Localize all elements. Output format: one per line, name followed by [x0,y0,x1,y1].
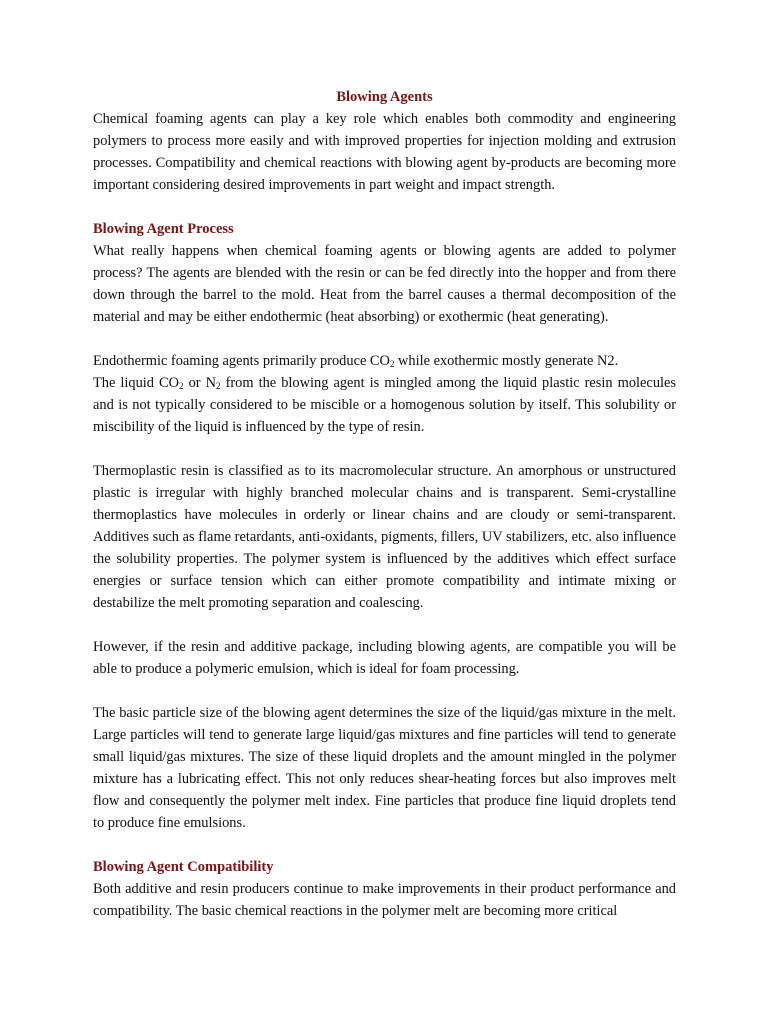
spacer [93,680,676,702]
process-paragraph-2 [93,350,676,438]
document-page [93,86,676,922]
intro-paragraph: Chemical foaming agents can play a key role which enables both commodity and engineering polymers to process more easily and with improved properties for injection molding and extrusion processes. Compatibility and chemical reactions with blowing agent by-products are becoming more important considering desired improvements in part weight and impact strength. [93,111,676,193]
spacer [93,196,676,218]
spacer [93,614,676,636]
section-heading-process: Blowing Agent Process [93,221,234,237]
process-paragraph-4: However, if the resin and additive package, including blowing agents, are compatible you will be able to produce a polymeric emulsion, which is ideal for foam processing. [93,639,676,677]
process-paragraph-5: The basic particle size of the blowing agent determines the size of the liquid/gas mixture in the melt. Large particles will tend to generate large liquid/gas mixtures and fine particles will tend to generate small liquid/gas mixtures. The size of these liquid droplets and the amount mingled in the polymer mixture has a lubricating effect. This not only reduces shear-heating forces but also improves melt flow and consequently the polymer melt index. Fine particles that produce fine liquid droplets tend to produce fine emulsions. [93,705,676,831]
document-title: Blowing Agents [336,89,433,105]
spacer [93,438,676,460]
compatibility-paragraph-1: Both additive and resin producers continue to make improvements in their product performance and compatibility. The basic chemical reactions in the polymer melt are becoming more critical [93,881,676,919]
process-paragraph-1: What really happens when chemical foaming agents or blowing agents are added to polymer process? The agents are blended with the resin or can be fed directly into the hopper and from there down through the barrel to the mold. Heat from the barrel causes a thermal decomposition of the material and may be either endothermic (heat absorbing) or exothermic (heat generating). [93,243,676,325]
process-paragraph-3: Thermoplastic resin is classified as to its macromolecular structure. An amorphous or unstructured plastic is irregular with highly branched molecular chains and is transparent. Semi-crystalline thermoplastics have molecules in orderly or linear chains and are cloudy or semi-transparent. Additives such as flame retardants, anti-oxidants, pigments, fillers, UV stabilizers, etc. also influence the solubility properties. The polymer system is influenced by the additives which effect surface energies or surface tension which can either promote compatibility and intimate mixing or destabilize the melt promoting separation and coalescing. [93,463,676,611]
process-paragraph-2-line-a: Endothermic foaming agents primarily produce $CO_2$ while exothermic mostly generate N2. [93,353,619,369]
spacer [93,834,676,856]
spacer [93,328,676,350]
section-heading-compatibility: Blowing Agent Compatibility [93,859,274,875]
process-paragraph-2-line-b: The liquid $CO_2$ or $N_2$ from the blowing agent is mingled among the liquid plastic resin molecules and is not typically considered to be miscible or a homogenous solution by itself. This solubility or miscibility of the liquid is influenced by the type of resin. [93,375,676,435]
